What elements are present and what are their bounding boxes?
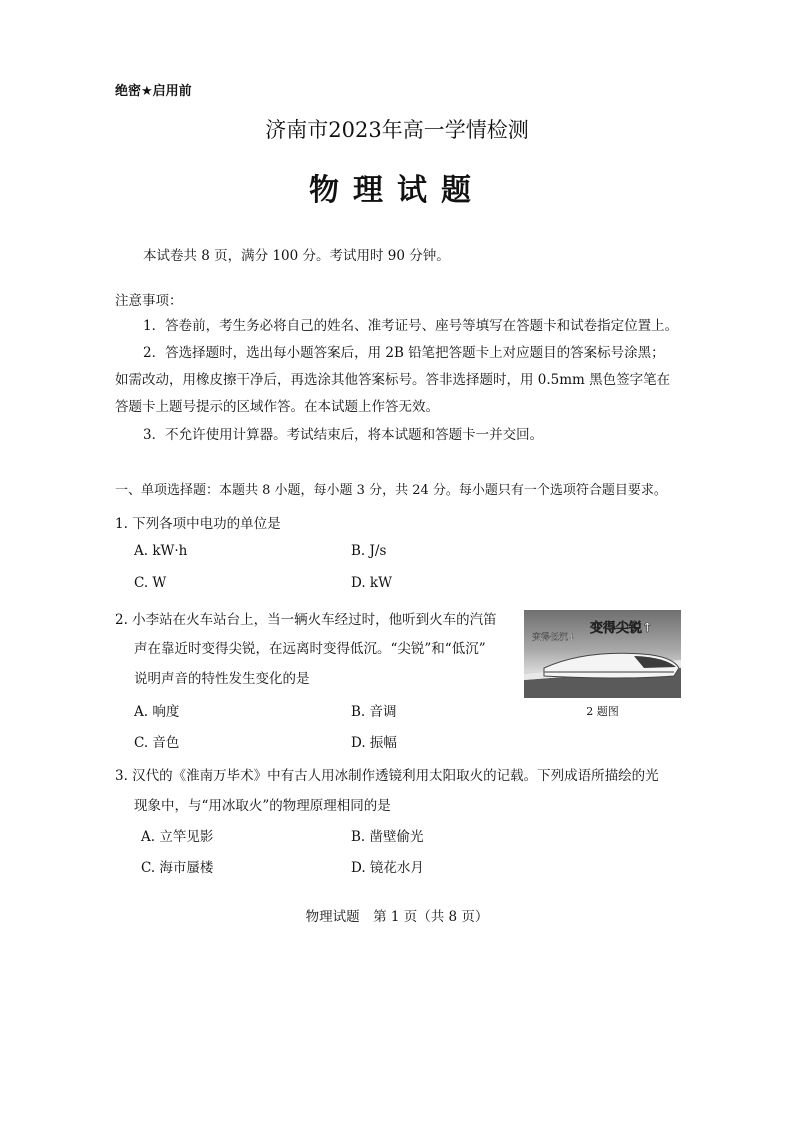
q1-option-b: B. J/s — [351, 543, 387, 559]
q1-option-c: C. W — [134, 575, 167, 591]
q3-option-d: D. 镜花水月 — [351, 860, 424, 876]
notice-line: 1．答卷前，考生务必将自己的姓名、准考证号、座号等填写在答题卡和试卷指定位置上。 — [143, 318, 679, 334]
q2-option-a: A. 响度 — [134, 704, 180, 720]
notice-line: 3．不允许使用计算器。考试结束后，将本试题和答题卡一并交回。 — [143, 427, 544, 443]
page-footer: 物理试题 第 1 页（共 8 页） — [305, 909, 489, 925]
q3-option-c: C. 海市蜃楼 — [141, 860, 214, 876]
exam-title: 济南市2023年高一学情检测 — [265, 118, 529, 142]
q2-figure-caption: 2 题图 — [586, 705, 619, 718]
figure-label-high: 变得尖锐↑ — [590, 621, 653, 636]
q2-option-d: D. 振幅 — [351, 735, 397, 751]
q3-option-b: B. 凿壁偷光 — [351, 829, 424, 845]
notice-line: 2．答选择题时，选出每小题答案后，用 2B 铅笔把答题卡上对应题目的答案标号涂黑； — [143, 345, 665, 361]
section1-heading: 一、单项选择题：本题共 8 小题，每小题 3 分，共 24 分。每小题只有一个选项符合题目要求。 — [115, 483, 667, 498]
subject-title: 物理试题 — [309, 173, 485, 208]
q2-stem-line: 声在靠近时变得尖锐，在远离时变得低沉。“尖锐”和“低沉” — [134, 641, 486, 657]
figure-label-low: 变得低沉↓ — [532, 633, 576, 643]
notice-line: 答题卡上题号提示的区域作答。在本试题上作答无效。 — [115, 399, 439, 415]
exam-intro: 本试卷共 8 页，满分 100 分。考试用时 90 分钟。 — [143, 248, 450, 264]
train-illustration — [524, 610, 681, 698]
q1-option-a: A. kW·h — [134, 543, 188, 559]
q2-stem-line: 说明声音的特性发生变化的是 — [134, 671, 310, 687]
q2-option-c: C. 音色 — [134, 735, 180, 751]
notice-heading: 注意事项： — [115, 293, 183, 309]
q2-option-b: B. 音调 — [351, 704, 397, 720]
notice-line: 如需改动，用橡皮擦干净后，再选涂其他答案标号。答非选择题时，用 0.5mm 黑色签字笔在 — [115, 372, 671, 388]
secret-label: 绝密★启用前 — [115, 84, 192, 99]
q3-stem-line: 3. 汉代的《淮南万毕术》中有古人用冰制作透镜利用太阳取火的记载。下列成语所描绘的光 — [115, 768, 659, 784]
q1-stem: 1. 下列各项中电功的单位是 — [115, 516, 281, 532]
q3-stem-line: 现象中，与“用冰取火”的物理原理相同的是 — [134, 798, 391, 814]
q2-stem-line: 2. 小李站在火车站台上，当一辆火车经过时，他听到火车的汽笛 — [115, 612, 497, 628]
q1-option-d: D. kW — [351, 575, 392, 591]
train-figure — [524, 610, 681, 698]
q3-option-a: A. 立竿见影 — [141, 829, 214, 845]
